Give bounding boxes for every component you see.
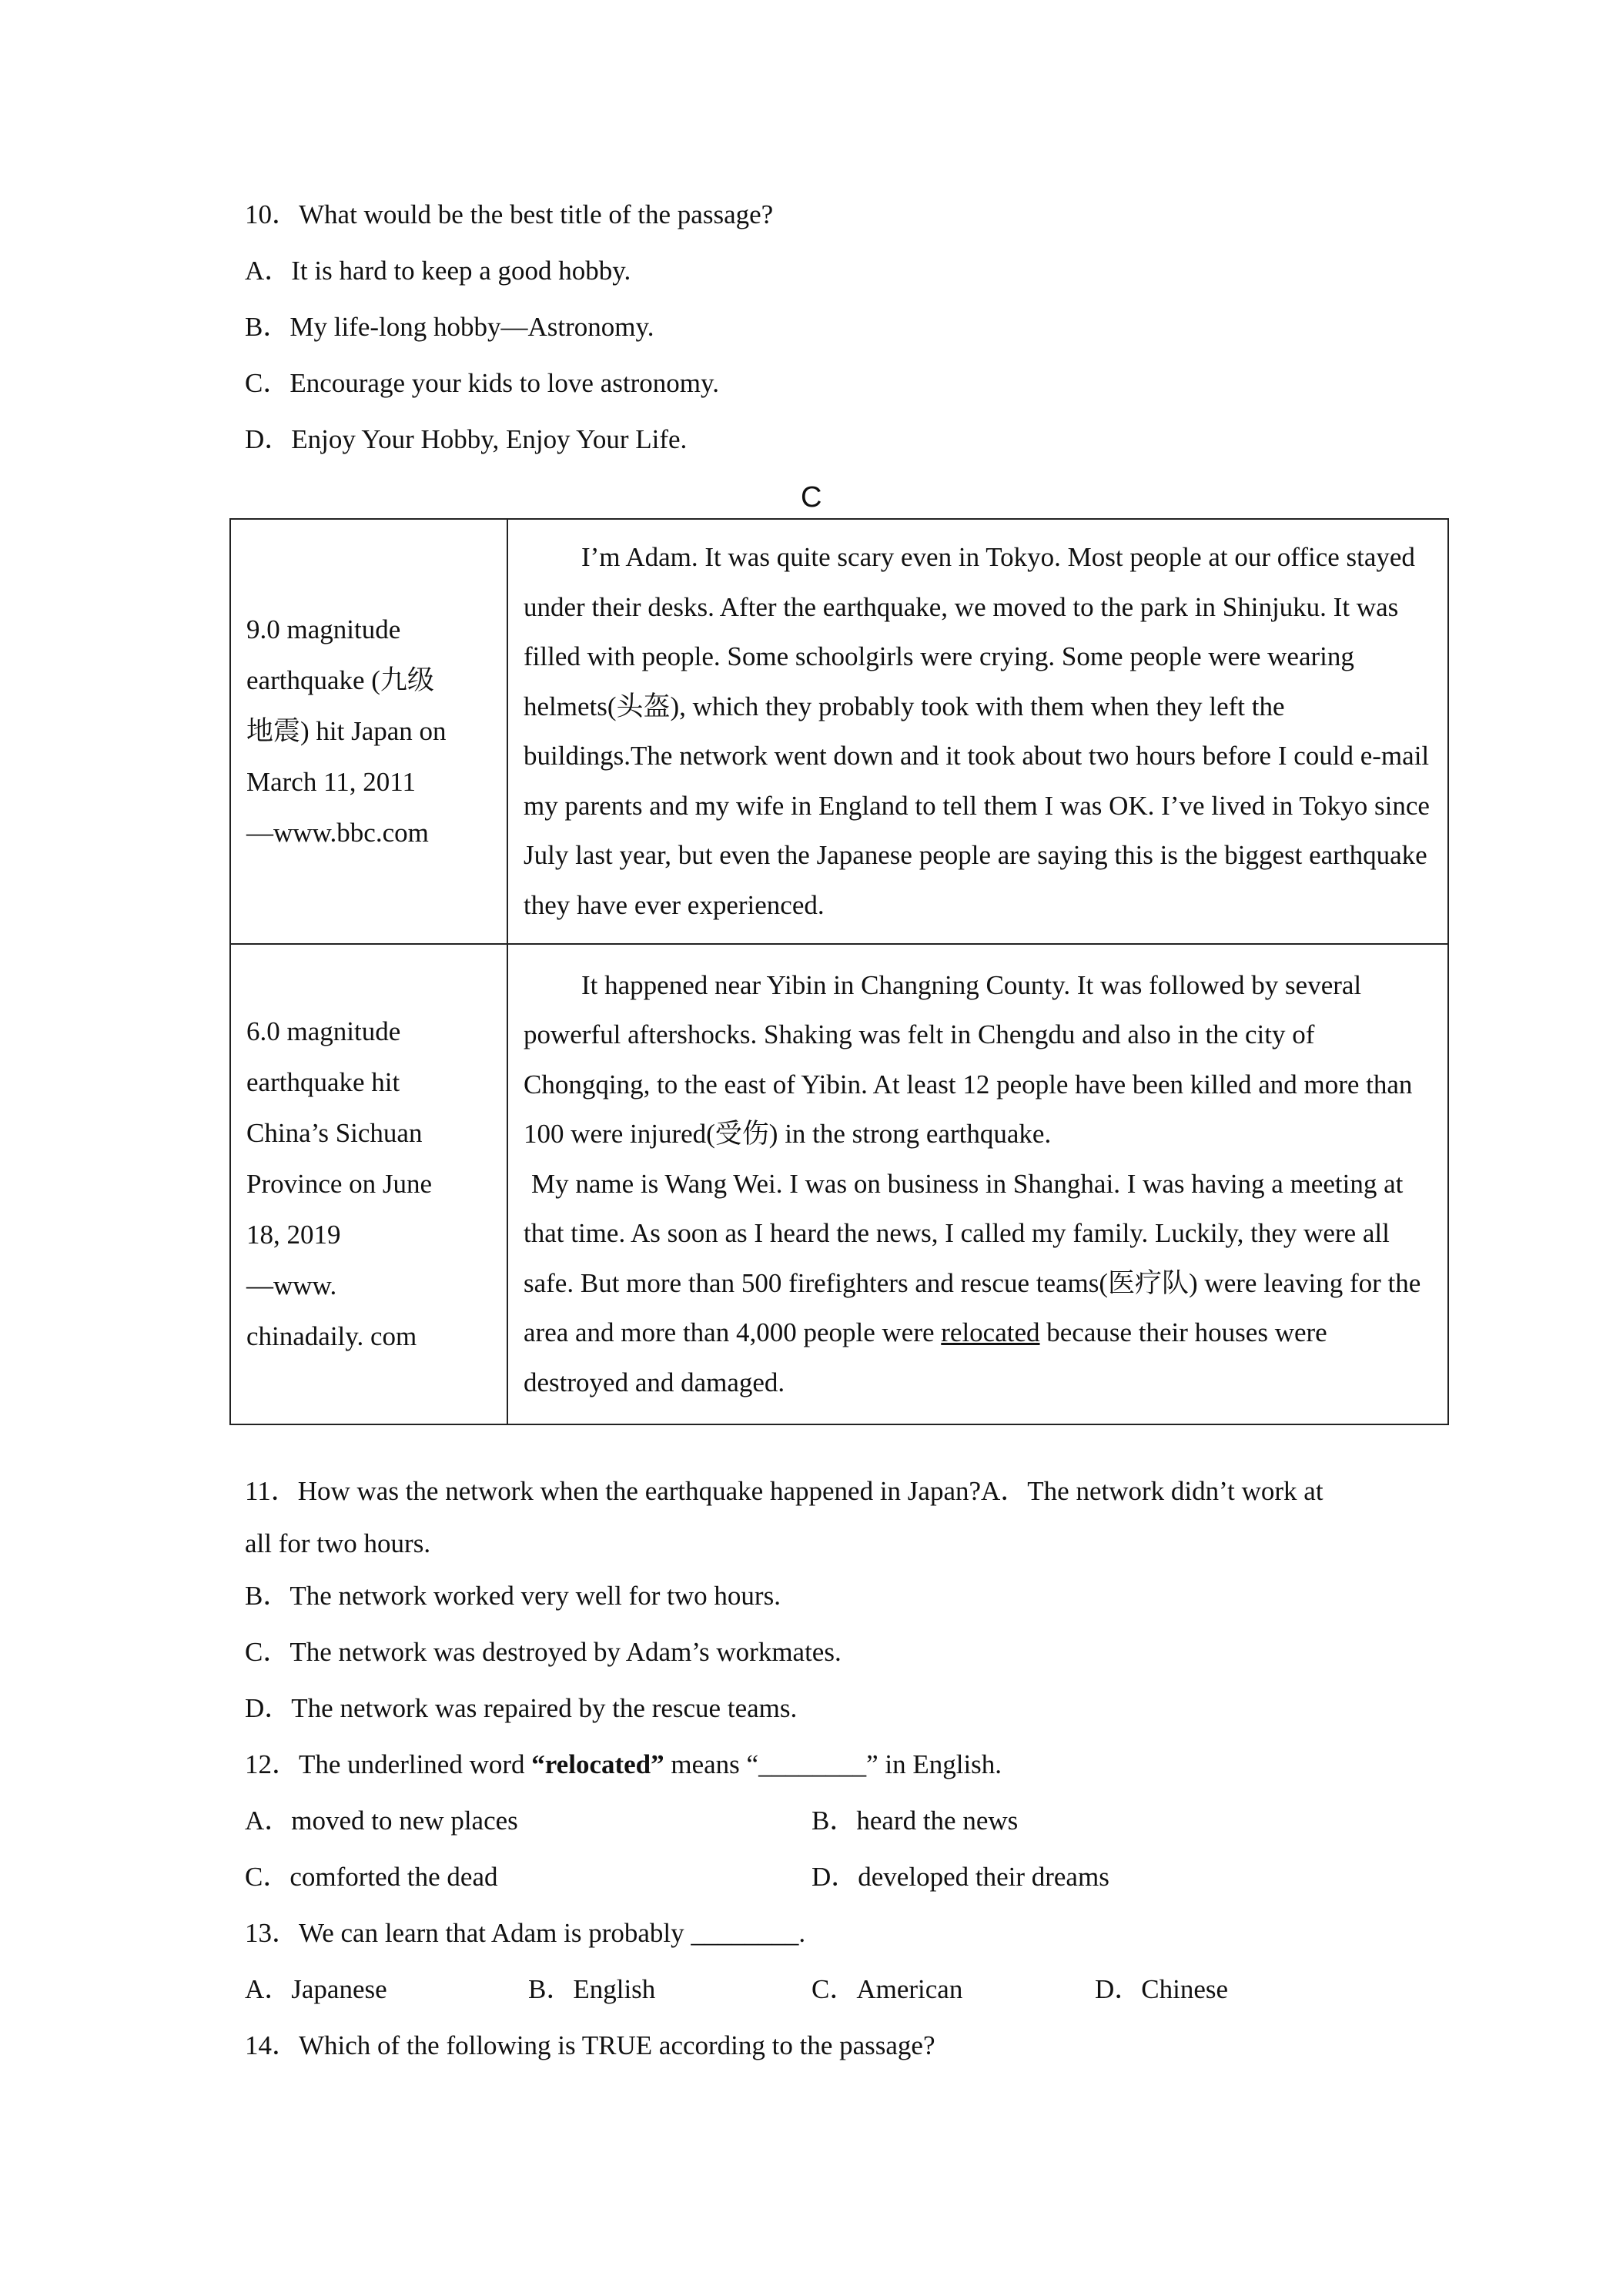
table-row [230,519,1448,944]
wang-wei-text-end: because their houses were destroyed and damaged. [524,1317,1327,1397]
news-source-line: 9.0 magnitude [246,614,401,644]
question-13-option-d: D．Chinese [1095,1974,1229,2004]
news-source-line: China’s Sichuan [246,1118,423,1148]
news-source-line: chinadaily. com [246,1321,417,1351]
question-10-option-b: B．My life-long hobby—Astronomy. [245,312,654,342]
question-13-option-a: A．Japanese [245,1974,387,2004]
news-source-line: Province on June [246,1169,433,1199]
news-table [229,518,1449,1425]
question-12-option-a: A．moved to new places [245,1806,518,1836]
question-12-keyword: “relocated” [531,1749,664,1779]
news-source-line: 6.0 magnitude [246,1016,401,1046]
news-source-line: 18, 2019 [246,1220,341,1250]
question-14-stem: 14．Which of the following is TRUE according to the passage? [245,2030,935,2060]
question-12-option-d: D．developed their dreams [812,1862,1109,1892]
news-source-cell [230,519,507,944]
news-source-line: earthquake hit [246,1067,400,1097]
question-10-option-d: D．Enjoy Your Hobby, Enjoy Your Life. [245,424,688,454]
question-13-stem: 13．We can learn that Adam is probably ________. [245,1918,806,1948]
table-row [230,944,1448,1424]
question-12-stem-text: 12．The underlined word [245,1749,532,1779]
sichuan-report-paragraph: It happened near Yibin in Changning County. It was followed by several powerful aftershocks. Shaking was felt in Chengdu and also in the city of Chongqing, to the east of Yibin. At least 12 people have been killed and more than 100 were injured(受伤) in the strong earthquake. [524,969,1413,1150]
question-12-option-b: B．heard the news [812,1806,1019,1836]
news-source-cell [230,944,507,1424]
wang-wei-paragraph [524,1160,1435,1408]
question-11-stem-cont: all for two hours. [245,1528,431,1558]
question-10-option-a: A．It is hard to keep a good hobby. [245,256,631,286]
question-13-option-b: B．English [528,1974,656,2004]
question-11-option-d: D．The network was repaired by the rescue teams. [245,1693,798,1723]
news-body-cell [507,519,1448,944]
question-12-option-c: C．comforted the dead [245,1862,498,1892]
wang-wei-text: My name is Wang Wei. I was on business in Shanghai. I was having a meeting at that time. As soon as I heard the news, I called my family. Luckily, they were all safe. But more than 500 firefighters and rescue teams(医疗队) were leaving for the area and more than 4,000 people were [524,1168,1421,1348]
question-11-option-b: B．The network worked very well for two hours. [245,1581,781,1611]
section-label: C [801,481,822,514]
question-10-stem: 10．What would be the best title of the passage? [245,199,774,229]
news-body-cell [507,944,1448,1424]
news-source-line: —www. [246,1270,337,1300]
news-source-line: March 11, 2011 [246,767,416,797]
underlined-word-relocated: relocated [941,1317,1040,1348]
question-11-option-c: C．The network was destroyed by Adam’s workmates. [245,1637,842,1667]
question-10-option-c: C．Encourage your kids to love astronomy. [245,368,719,398]
news-source-line: earthquake (九级 [246,665,434,695]
question-13-option-c: C．American [812,1974,963,2004]
question-11-stem: 11．How was the network when the earthquake happened in Japan?A．The network didn’t work at [245,1476,1323,1506]
question-12-stem [245,1749,1002,1781]
news-source-line: 地震) hit Japan on [246,716,447,746]
adam-paragraph: I’m Adam. It was quite scary even in Tokyo. Most people at our office stayed under their desks. After the earthquake, we moved to the park in Shinjuku. It was filled with people. Some schoolgirls were crying. Some people were wearing helmets(头盔), which they probably took with them when they left the buildings.The network went down and it took about two hours before I could e-mail my parents and my wife in England to tell them I was OK. I’ve lived in Tokyo since July last year, but even the Japanese people are saying this is the biggest earthquake they have ever experienced. [524,542,1430,920]
question-12-stem-text-end: means “________” in English. [664,1749,1002,1779]
news-source-line: —www.bbc.com [246,818,429,848]
